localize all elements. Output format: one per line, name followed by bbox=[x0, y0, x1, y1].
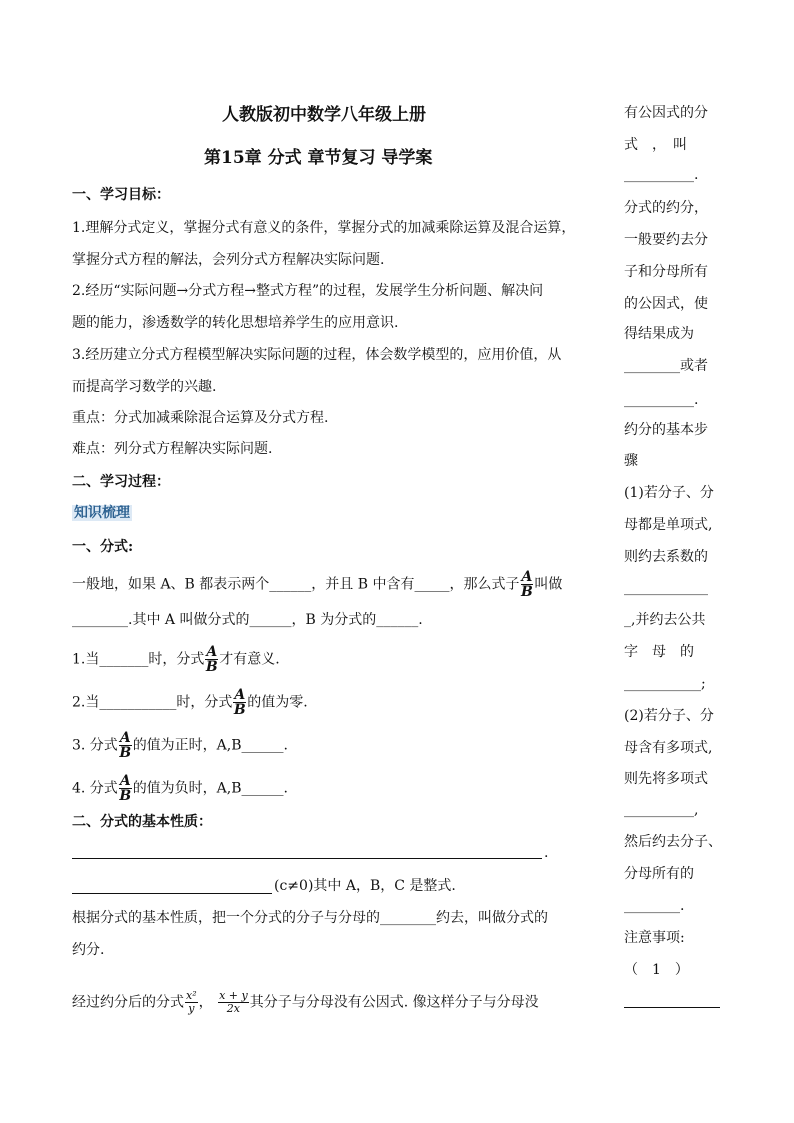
property-condition: (c≠0)其中 A，B，C 是整式. bbox=[274, 878, 456, 894]
side-line-24: 然后约去分子、 bbox=[624, 834, 722, 850]
denominator: B bbox=[233, 702, 246, 718]
fraction-x-plus-y-over-2x bbox=[218, 990, 249, 1015]
side-line-27: 注意事项: bbox=[624, 930, 685, 946]
denominator: B bbox=[119, 745, 132, 761]
fraction-a-over-b bbox=[521, 570, 534, 599]
side-line-28: （ 1 ） bbox=[624, 962, 689, 978]
reduced-example-line bbox=[72, 990, 539, 1015]
goal-2-line-b: 题的能力，渗透数学的转化思想培养学生的应用意识. bbox=[72, 315, 399, 331]
denominator: B bbox=[205, 659, 218, 675]
fraction-a-over-b bbox=[233, 688, 246, 717]
side-line-15: 则约去系数的 bbox=[624, 549, 708, 565]
denominator: B bbox=[521, 584, 533, 600]
question-1-text-a: 1.当_______时，分式 bbox=[72, 651, 205, 668]
numerator: A bbox=[119, 773, 131, 789]
side-line-10: __________. bbox=[624, 392, 699, 408]
subsection-basic-property: 二、分式的基本性质： bbox=[72, 814, 212, 830]
question-4-text-b: 的值为负时，A,B______. bbox=[132, 780, 288, 797]
definition-text-a: 一般地，如果 A、B 都表示两个______，并且 B 中含有_____，那么式子 bbox=[72, 576, 520, 593]
side-line-11: 约分的基本步 bbox=[624, 422, 708, 438]
side-line-6: 子和分母所有 bbox=[624, 264, 708, 280]
fill-in-blank-line bbox=[72, 893, 272, 894]
side-line-5: 一般要约去分 bbox=[624, 232, 708, 248]
definition-text-b: 叫做 bbox=[534, 576, 563, 593]
side-line-8: 得结果成为 bbox=[624, 326, 694, 342]
blank-line-period: . bbox=[544, 845, 549, 861]
numerator: x² bbox=[186, 989, 197, 1002]
reduction-line-a: 根据分式的基本性质，把一个分式的分子与分母的________约去，叫做分式的 bbox=[72, 910, 548, 926]
question-4-text-a: 4. 分式 bbox=[72, 780, 118, 797]
section-process-heading: 二、学习过程： bbox=[72, 474, 170, 490]
side-line-26: ________. bbox=[624, 898, 685, 914]
fraction-x-squared-over-y bbox=[185, 990, 198, 1015]
fill-in-blank-line bbox=[624, 1007, 720, 1008]
side-line-9: ________或者 bbox=[624, 358, 708, 374]
goal-1-line-a: 1.理解分式定义，掌握分式有意义的条件，掌握分式的加减乘除运算及混合运算， bbox=[72, 220, 576, 236]
reduced-example-text-a: 经过约分后的分式 bbox=[72, 994, 184, 1011]
side-line-25: 分母所有的 bbox=[624, 866, 694, 882]
knowledge-tag-wrap bbox=[72, 503, 132, 523]
side-line-7: 的公因式，使 bbox=[624, 296, 708, 312]
question-3 bbox=[72, 731, 288, 760]
side-line-19: ___________; bbox=[624, 676, 706, 692]
side-line-2: 式 ， 叫 bbox=[624, 137, 687, 153]
question-4 bbox=[72, 774, 288, 803]
side-line-20: (2)若分子、分 bbox=[624, 708, 714, 724]
section-goals-heading: 一、学习目标： bbox=[72, 187, 170, 203]
subsection-fraction: 一、分式: bbox=[72, 539, 134, 555]
title-line-1: 人教版初中数学八年级上册 bbox=[222, 105, 426, 125]
side-line-14: 母都是单项式, bbox=[624, 517, 713, 533]
numerator: A bbox=[521, 569, 533, 585]
goal-3-line-a: 3.经历建立分式方程模型解决实际问题的过程，体会数学模型的，应用价值，从 bbox=[72, 347, 562, 363]
title-line-2: 第15章 分式 章节复习 导学案 bbox=[204, 148, 433, 168]
numerator: A bbox=[119, 730, 131, 746]
numerator: A bbox=[234, 687, 246, 703]
fill-in-blank-line bbox=[72, 858, 542, 859]
question-2-text-a: 2.当___________时，分式 bbox=[72, 694, 233, 711]
fraction-a-over-b bbox=[119, 774, 132, 803]
question-2-text-b: 的值为零. bbox=[247, 694, 308, 711]
side-line-23: __________, bbox=[624, 802, 699, 818]
definition-line-b: ________.其中 A 叫做分式的______，B 为分式的______. bbox=[72, 612, 423, 628]
fraction-a-over-b bbox=[205, 645, 218, 674]
side-line-22: 则先将多项式 bbox=[624, 771, 708, 787]
key-point: 重点：分式加减乘除混合运算及分式方程. bbox=[72, 410, 329, 426]
goal-2-line-a: 2.经历“实际问题→分式方程→整式方程”的过程，发展学生分析问题、解决问 bbox=[72, 283, 544, 299]
side-line-3: __________. bbox=[624, 167, 699, 183]
definition-line-a bbox=[72, 570, 562, 599]
goal-3-line-b: 而提高学习数学的兴趣. bbox=[72, 379, 217, 395]
question-1 bbox=[72, 645, 280, 674]
denominator: y bbox=[188, 1002, 195, 1015]
denominator: B bbox=[119, 788, 132, 804]
side-line-4: 分式的约分， bbox=[624, 200, 708, 216]
side-line-21: 母含有多项式, bbox=[624, 740, 713, 756]
knowledge-tag: 知识梳理 bbox=[74, 505, 130, 521]
side-line-12: 骤 bbox=[624, 453, 638, 469]
side-line-13: (1)若分子、分 bbox=[624, 485, 714, 501]
difficult-point: 难点：列分式方程解决实际问题. bbox=[72, 441, 273, 457]
numerator: x + y bbox=[219, 989, 248, 1002]
goal-1-line-b: 掌握分式方程的解法，会列分式方程解决实际问题. bbox=[72, 252, 385, 268]
question-3-text-b: 的值为正时，A,B______. bbox=[132, 737, 288, 754]
numerator: A bbox=[206, 644, 218, 660]
side-line-18: 字 母 的 bbox=[624, 644, 694, 660]
side-line-1: 有公因式的分 bbox=[624, 105, 708, 121]
side-line-17: _,并约去公共 bbox=[624, 612, 706, 628]
denominator: 2x bbox=[226, 1002, 240, 1015]
question-3-text-a: 3. 分式 bbox=[72, 737, 118, 754]
side-line-16: ____________ bbox=[624, 580, 708, 596]
comma: ， bbox=[198, 994, 213, 1011]
reduced-example-text-b: 其分子与分母没有公因式. 像这样分子与分母没 bbox=[249, 994, 539, 1011]
reduction-line-b: 约分. bbox=[72, 942, 105, 958]
question-1-text-b: 才有意义. bbox=[219, 651, 280, 668]
question-2 bbox=[72, 688, 308, 717]
fraction-a-over-b bbox=[119, 731, 132, 760]
